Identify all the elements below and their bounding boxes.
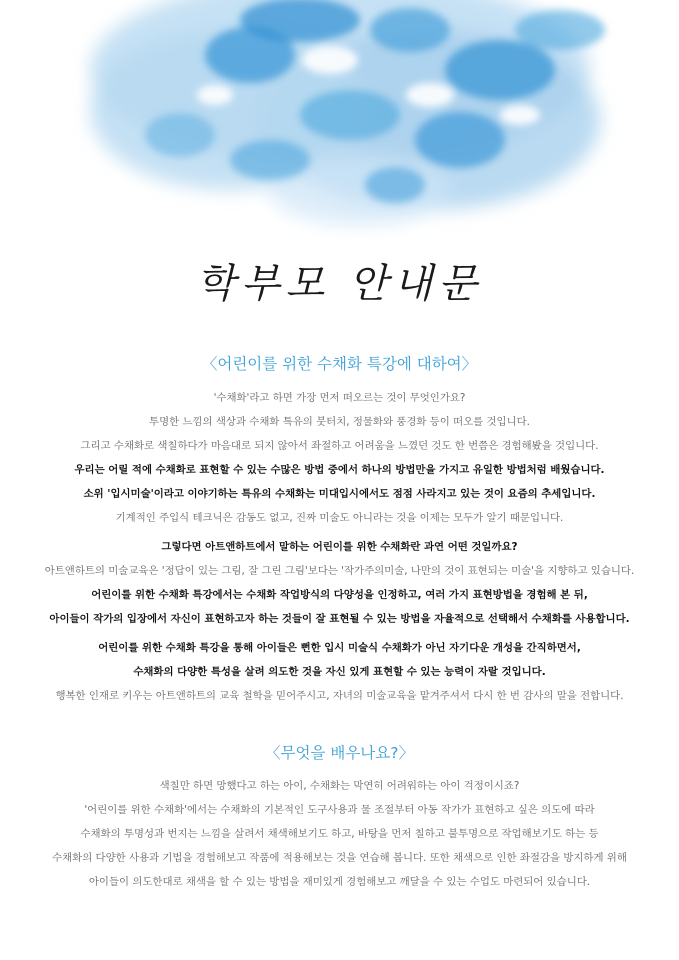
text-line: 우리는 어릴 적에 수채화로 표현할 수 있는 수많은 방법 중에서 하나의 방법만을 가지고 유일한 방법처럼 배웠습니다. (74, 464, 605, 476)
about-paragraph-1 (0, 386, 679, 530)
watercolor-wash-decoration (0, 0, 679, 250)
text-line: '어린이를 위한 수채화'에서는 수채화의 기본적인 도구사용과 물 조절부터 아동 작가가 표현하고 싶은 의도에 따라 (84, 804, 595, 816)
text-line: 수채화의 다양한 특성을 살려 의도한 것을 자신 있게 표현할 수 있는 능력이 자랄 것입니다. (133, 666, 546, 678)
text-line: 어린이를 위한 수채화 특강을 통해 아이들은 뻔한 입시 미술식 수채화가 아닌 자기다운 개성을 간직하면서, (98, 642, 581, 654)
text-line: 아이들이 의도한대로 채색을 할 수 있는 방법을 재미있게 경험해보고 깨달을 수 있는 수업도 마련되어 있습니다. (88, 876, 591, 888)
text-line: 투명한 느낌의 색상과 수채화 특유의 붓터치, 정물화와 풍경화 등이 떠오를 것입니다. (149, 416, 530, 428)
text-line: 소위 '입시미술'이라고 이야기하는 특유의 수채화는 미대입시에서도 점점 사라지고 있는 것이 요즘의 추세입니다. (83, 488, 596, 500)
curriculum-paragraph (0, 774, 679, 894)
text-line: 행복한 인재로 키우는 아트앤하트의 교육 철학을 믿어주시고, 자녀의 미술교육을 맡겨주셔서 다시 한 번 감사의 말을 전합니다. (55, 690, 624, 702)
section-heading-about: 〈어린이를 위한 수채화 특강에 대하여〉 (201, 355, 478, 373)
text-line: 그렇다면 아트앤하트에서 말하는 어린이를 위한 수채화란 과연 어떤 것일까요? (161, 541, 518, 553)
text-line: 색칠만 하면 망했다고 하는 아이, 수채화는 막연히 어려워하는 아이 걱정이시죠? (159, 780, 520, 792)
page-title: 학부모 안내문 (196, 261, 483, 307)
section-heading-curriculum: 〈무엇을 배우나요?〉 (265, 744, 414, 762)
text-line: 수채화의 투명성과 번지는 느낌을 살려서 채색해보기도 하고, 바탕을 먼저 칠하고 불투명으로 작업해보기도 하는 등 (80, 828, 599, 840)
text-line: 그리고 수채화로 색칠하다가 마음대로 되지 않아서 좌절하고 어려움을 느꼈던 것도 한 번쯤은 경험해봤을 것입니다. (80, 440, 599, 452)
text-line: 아트앤하트의 미술교육은 '정답이 있는 그림, 잘 그린 그림'보다는 '작가주의미술, 나만의 것이 표현되는 미술'을 지향하고 있습니다. (44, 565, 635, 577)
text-line: 수채화의 다양한 사용과 기법을 경험해보고 작품에 적용해보는 것을 연습해 봅니다. 또한 채색으로 인한 좌절감을 방지하게 위해 (52, 852, 627, 864)
text-line: 어린이를 위한 수채화 특강에서는 수채화 작업방식의 다양성을 인정하고, 여러 가지 표현방법을 경험해 본 뒤, (91, 589, 588, 601)
text-line: 기계적인 주입식 테크닉은 감동도 없고, 진짜 미술도 아니라는 것을 이제는 모두가 알기 때문입니다. (115, 512, 564, 524)
about-paragraph-2 (0, 535, 679, 631)
text-line: 아이들이 작가의 입장에서 자신이 표현하고자 하는 것들이 잘 표현될 수 있는 방법을 자율적으로 선택해서 수채화를 사용합니다. (49, 613, 630, 625)
text-line: '수채화'라고 하면 가장 먼저 떠오르는 것이 무엇인가요? (213, 392, 466, 404)
about-paragraph-3 (0, 636, 679, 708)
